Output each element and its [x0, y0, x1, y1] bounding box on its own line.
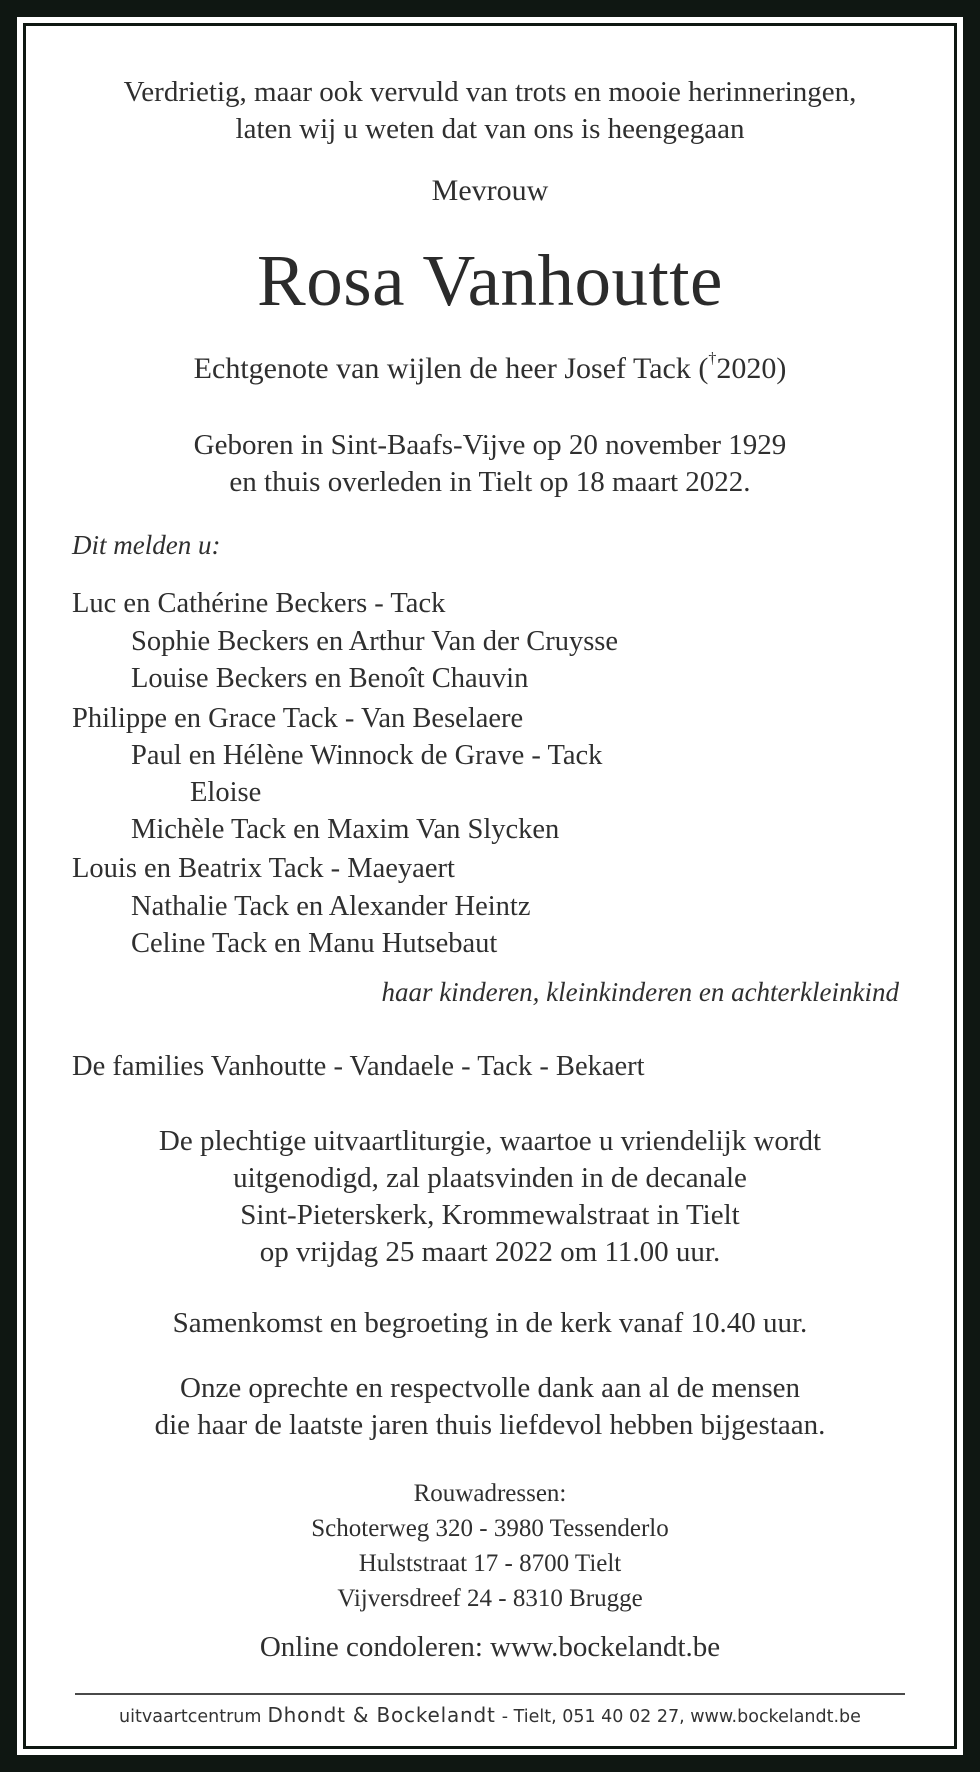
family-line: Luc en Cathérine Beckers - Tack — [72, 588, 446, 619]
family-role: haar kinderen, kleinkinderen en achterkleinkind — [381, 977, 899, 1007]
ceremony-line: Sint-Pieterskerk, Krommewalstraat in Tielt — [240, 1199, 740, 1231]
family-line: Michèle Tack en Maxim Van Slycken — [131, 814, 560, 845]
footer — [17, 1703, 963, 1727]
thanks-line: die haar de laatste jaren thuis liefdevol hebben bijgestaan. — [154, 1409, 826, 1441]
footer-prefix: uitvaartcentrum — [119, 1707, 262, 1727]
family-line: Paul en Hélène Winnock de Grave - Tack — [131, 740, 603, 771]
thanks-line: Onze oprechte en respectvolle dank aan al de mensen — [180, 1372, 800, 1404]
footer-brand: Dhondt & Bockelandt — [267, 1703, 496, 1727]
families-line: De families Vanhoutte - Vandaele - Tack - Bekaert — [72, 1051, 645, 1082]
spouse-year: 2020 — [716, 352, 777, 385]
spouse-line — [17, 352, 963, 386]
online-condolences: Online condoleren: www.bockelandt.be — [259, 1631, 721, 1663]
gathering-line: Samenkomst en begroeting in de kerk vanaf 10.40 uur. — [172, 1307, 808, 1339]
ceremony-line: De plechtige uitvaartliturgie, waartoe u vriendelijk wordt — [158, 1125, 822, 1157]
spouse-close: ) — [776, 352, 787, 385]
announcers-label: Dit melden u: — [72, 530, 221, 560]
intro-line-1: Verdrietig, maar ook vervuld van trots en mooie herinneringen, — [123, 76, 857, 108]
footer-divider — [75, 1693, 905, 1695]
obituary-card — [17, 17, 963, 1755]
address-line: Hulststraat 17 - 8700 Tielt — [358, 1550, 622, 1577]
ceremony-line: op vrijdag 25 maart 2022 om 11.00 uur. — [259, 1236, 721, 1268]
deceased-name: Rosa Vanhoutte — [257, 240, 723, 321]
family-line: Nathalie Tack en Alexander Heintz — [131, 891, 531, 922]
addresses-label: Rouwadressen: — [413, 1480, 567, 1507]
family-line: Philippe en Grace Tack - Van Beselaere — [72, 703, 524, 734]
footer-contact: - Tielt, 051 40 02 27, www.bockelandt.be — [501, 1707, 861, 1727]
cross-symbol: † — [708, 350, 717, 367]
family-line: Celine Tack en Manu Hutsebaut — [131, 928, 498, 959]
intro-line-2: laten wij u weten dat van ons is heengegaan — [235, 113, 745, 145]
family-line: Sophie Beckers en Arthur Van der Cruysse — [131, 626, 619, 657]
spouse-text: Echtgenote van wijlen de heer Josef Tack ( — [193, 352, 709, 385]
death-line: en thuis overleden in Tielt op 18 maart 2022. — [229, 466, 751, 498]
address-line: Vijversdreef 24 - 8310 Brugge — [337, 1585, 643, 1612]
ceremony-line: uitgenodigd, zal plaatsvinden in de decanale — [233, 1162, 747, 1194]
family-line: Louise Beckers en Benoît Chauvin — [131, 663, 529, 694]
honorific-title: Mevrouw — [431, 174, 549, 207]
family-line: Eloise — [190, 777, 262, 808]
birth-line: Geboren in Sint-Baafs-Vijve op 20 november 1929 — [193, 429, 787, 461]
address-line: Schoterweg 320 - 3980 Tessenderlo — [311, 1515, 669, 1542]
family-line: Louis en Beatrix Tack - Maeyaert — [72, 853, 455, 884]
